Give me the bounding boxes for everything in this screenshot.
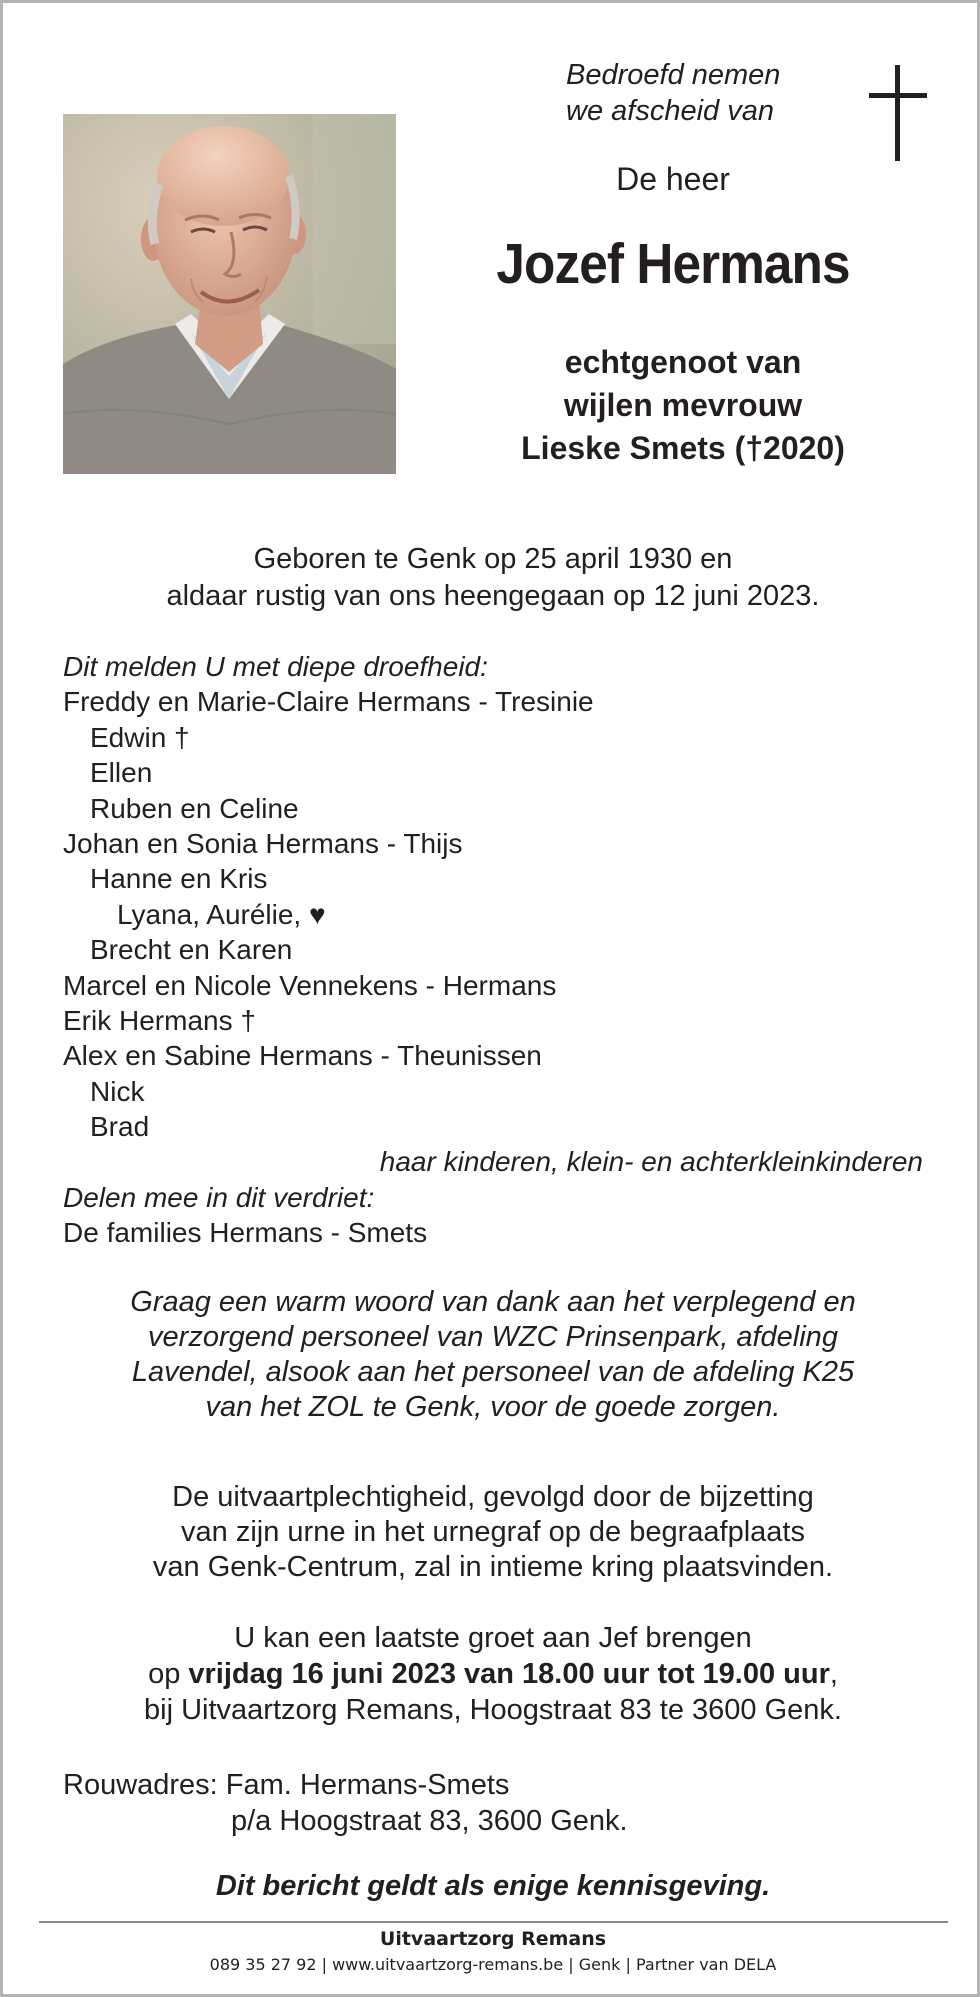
ceremony-text <box>63 1480 923 1585</box>
thanks-line: Graag een warm woord van dank aan het verplegend en <box>130 1286 856 1318</box>
family-heading: Dit melden U met diepe droefheid: <box>63 651 488 682</box>
family-member: Ellen <box>90 757 153 789</box>
family-member: Hanne en Kris <box>90 863 268 895</box>
thanks-line: Lavendel, alsook aan het personeel van de afdeling K25 <box>131 1356 855 1388</box>
visit-line: U kan een laatste groet aan Jef brengen <box>234 1622 752 1654</box>
share-families: De families Hermans - Smets <box>63 1217 428 1249</box>
family-member: Edwin † <box>90 721 190 753</box>
ceremony-line: De uitvaartplechtigheid, gevolgd door de bijzetting <box>172 1481 814 1513</box>
family-member: Lyana, Aurélie, ♥ <box>117 898 326 930</box>
family-member: Johan en Sonia Hermans - Thijs <box>63 827 463 859</box>
born-line: aldaar rustig van ons heengegaan op 12 juni 2023. <box>166 580 820 612</box>
funeral-home-info: 089 35 27 92 | www.uitvaartzorg-remans.be | Genk | Partner van DELA <box>209 1955 777 1974</box>
notice-text: Dit bericht geldt als enige kennisgeving. <box>215 1870 771 1902</box>
visit-prefix: op <box>148 1658 189 1690</box>
thanks-line: van het ZOL te Genk, voor de goede zorgen. <box>205 1391 781 1423</box>
ceremony-line: van zijn urne in het urnegraf op de begraafplaats <box>181 1516 805 1548</box>
visit-line: bij Uitvaartzorg Remans, Hoogstraat 83 te 3600 Genk. <box>144 1694 842 1726</box>
family-member: Erik Hermans † <box>63 1004 256 1036</box>
family-member: Brad <box>90 1111 150 1143</box>
family-member: Marcel en Nicole Vennekens - Hermans <box>63 969 557 1001</box>
family-relation: haar kinderen, klein- en achterkleinkinderen <box>379 1146 923 1178</box>
thanks-line: verzorgend personeel van WZC Prinsenpark, afdeling <box>148 1321 838 1353</box>
address-line: p/a Hoogstraat 83, 3600 Genk. <box>231 1805 628 1837</box>
birth-death-text <box>63 541 923 615</box>
cross-icon <box>869 65 927 161</box>
footer-divider <box>39 1921 948 1923</box>
spouse-line: Lieske Smets (†2020) <box>521 430 845 466</box>
salutation: De heer <box>616 161 730 197</box>
intro-line: Bedroefd nemen <box>566 59 781 91</box>
share-heading: Delen mee in dit verdriet: <box>63 1181 375 1213</box>
portrait-photo <box>63 114 396 474</box>
intro-text <box>566 57 780 129</box>
visit-line <box>63 1656 923 1692</box>
mourning-address <box>63 1767 923 1839</box>
family-member: Nick <box>90 1075 145 1107</box>
spouse-line: echtgenoot van <box>564 344 802 380</box>
spouse-line: wijlen mevrouw <box>563 387 803 423</box>
visitation-text <box>63 1620 923 1728</box>
family-member: Ruben en Celine <box>90 792 299 824</box>
family-member: Freddy en Marie-Claire Hermans - Tresinie <box>63 686 594 718</box>
thanks-text <box>63 1285 923 1425</box>
visit-suffix: , <box>829 1658 838 1690</box>
born-line: Geboren te Genk op 25 april 1930 en <box>253 543 733 575</box>
family-list <box>63 649 933 1251</box>
spouse-info <box>448 341 918 470</box>
funeral-home-name: Uitvaartzorg Remans <box>379 1928 607 1950</box>
deceased-name: Jozef Hermans <box>496 232 850 296</box>
intro-line: we afscheid van <box>566 95 774 127</box>
ceremony-line: van Genk-Centrum, zal in intieme kring plaatsvinden. <box>152 1551 834 1583</box>
visit-datetime: vrijdag 16 juni 2023 van 18.00 uur tot 19.00 uur <box>188 1658 830 1690</box>
family-member: Brecht en Karen <box>90 934 293 966</box>
family-member: Alex en Sabine Hermans - Theunissen <box>63 1040 542 1072</box>
address-line: Rouwadres: Fam. Hermans-Smets <box>63 1769 510 1801</box>
